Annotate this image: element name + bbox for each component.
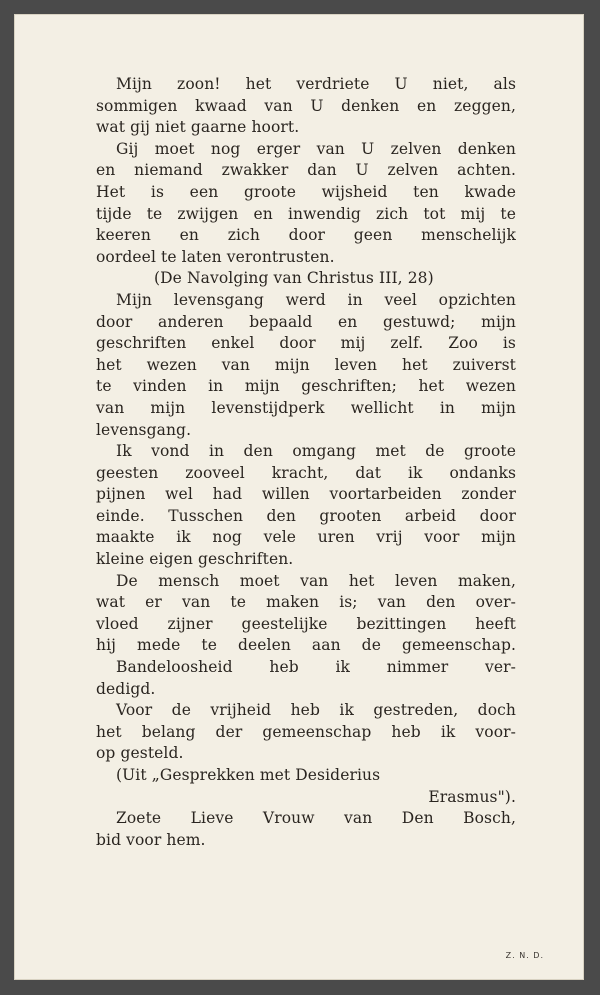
prayer-line: bid voor hem. (96, 830, 206, 849)
text-line: van mijn levenstijdperk wellicht in mijn (96, 398, 516, 417)
text-line: keeren en zich door geen menschelijk (96, 226, 516, 245)
text-line: Ik vond in den omgang met de groote (116, 442, 516, 461)
text-line: en niemand zwakker dan U zelven achten. (96, 161, 516, 180)
text-line: het belang der gemeenschap heb ik voor- (96, 722, 516, 741)
card-text (96, 74, 516, 851)
text-line: te vinden in mijn geschriften; het wezen (96, 377, 516, 396)
text-line: Voor de vrijheid heb ik gestreden, doch (116, 701, 516, 720)
prayer-line: Zoete Lieve Vrouw van Den Bosch, (116, 809, 516, 828)
text-line: einde. Tusschen den grooten arbeid door (96, 506, 516, 525)
text-line: oordeel te laten verontrusten. (96, 247, 335, 266)
citation: (De Navolging van Christus III, 28) (154, 269, 434, 288)
text-line: het wezen van mijn leven het zuiverst (96, 355, 516, 374)
text-line: vloed zijner geestelijke bezittingen heeft (96, 614, 516, 633)
text-line: wat gij niet gaarne hoort. (96, 118, 300, 137)
text-line: door anderen bepaald en gestuwd; mijn (96, 312, 516, 331)
text-line: dedigd. (96, 679, 156, 698)
prayer-card (14, 14, 584, 980)
text-line: geesten zooveel kracht, dat ik ondanks (96, 463, 516, 482)
text-line: De mensch moet van het leven maken, (116, 571, 516, 590)
text-line: sommigen kwaad van U denken en zeggen, (96, 96, 516, 115)
printer-mark: Z. N. D. (505, 951, 544, 960)
text-line: tijde te zwijgen en inwendig zich tot mij te (96, 204, 516, 223)
text-line: Het is een groote wijsheid ten kwade (96, 182, 516, 201)
text-line: maakte ik nog vele uren vrij voor mijn (96, 528, 516, 547)
citation: Erasmus"). (428, 787, 516, 806)
text-line: geschriften enkel door mij zelf. Zoo is (96, 334, 516, 353)
text-line: Bandeloosheid heb ik nimmer ver- (116, 658, 516, 677)
citation: (Uit „Gesprekken met Desiderius (116, 766, 381, 784)
text-line: kleine eigen geschriften. (96, 550, 294, 569)
text-line: pijnen wel had willen voortarbeiden zonder (96, 485, 516, 504)
text-line: hij mede te deelen aan de gemeenschap. (96, 636, 516, 655)
text-line: op gesteld. (96, 744, 184, 763)
text-line: Mijn zoon! het verdriete U niet, als (116, 75, 516, 93)
text-line: Gij moet nog erger van U zelven denken (116, 139, 516, 158)
text-line: wat er van te maken is; van den over- (96, 593, 516, 612)
text-line: levensgang. (96, 420, 192, 439)
text-line: Mijn levensgang werd in veel opzichten (116, 290, 516, 309)
